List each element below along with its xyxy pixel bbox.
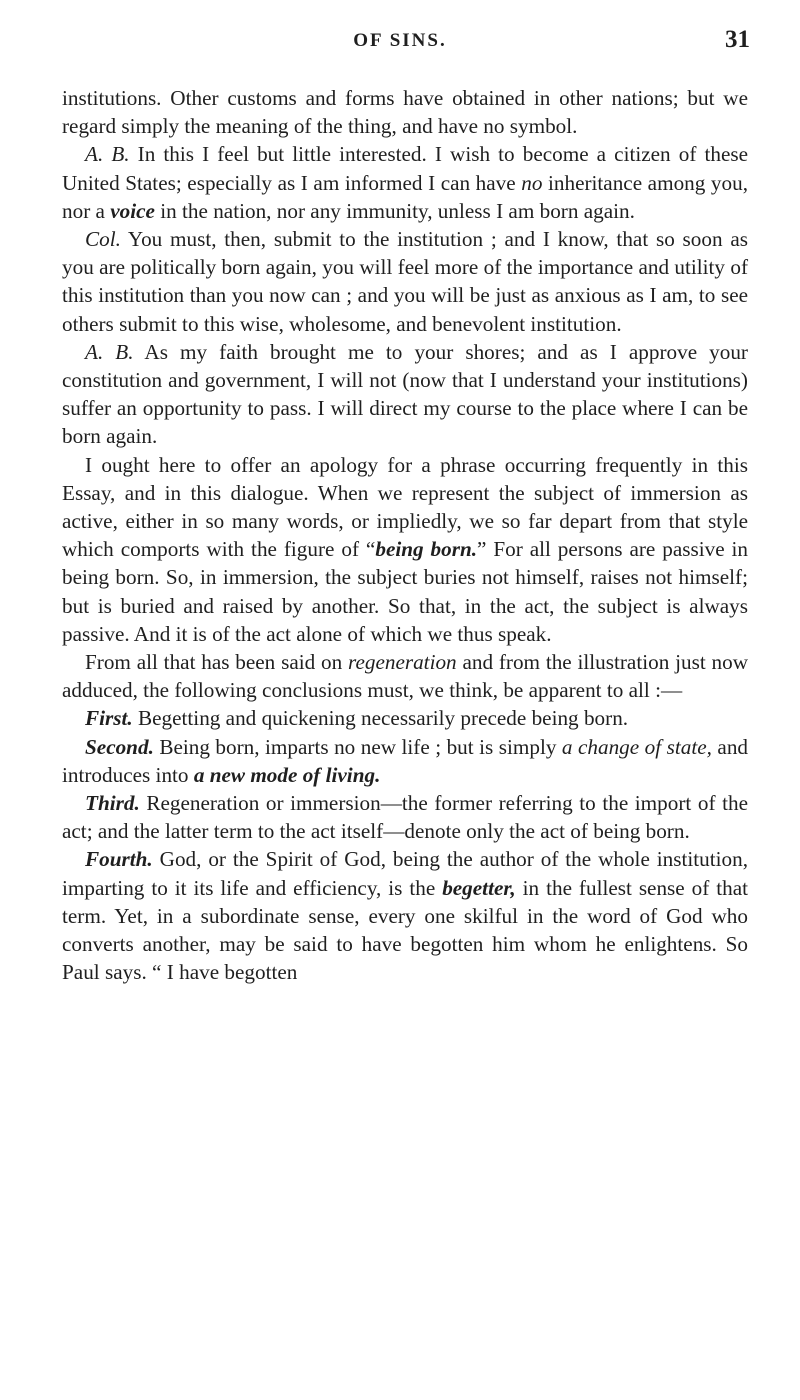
text-run: and from the illustration just now adduced, the following conclusions must, we think, be apparent to all :— [62, 650, 748, 703]
emphasis: no [521, 170, 543, 195]
body-text [62, 84, 748, 987]
text-run: Being born, imparts no new life ; but is simply [153, 734, 562, 759]
text-run: In this I feel but little interested. I wish to become a citizen of these United States; especially as I am informed I can have [62, 142, 748, 195]
text-run: I ought here to offer an apology for a phrase occurring frequently in this Essay, and in this dialogue. When we represent the subject of immersion as active, either in so many words, or impliedly, we so far depart from that style which comports with the figure of “ [62, 452, 748, 562]
dialogue-paragraph [62, 225, 748, 338]
speaker-label: A. B. [85, 142, 130, 167]
text-run: God, or the Spirit of God, being the author of the whole institution, imparting to it its life and efficiency, is the [62, 847, 748, 900]
text-run: ” For all persons are passive in being born. So, in immersion, the subject buries not himself, raises not himself; but is buried and raised by another. So that, in the act, the subject is always passive. And it is of the act alone of which we thus speak. [62, 537, 749, 646]
dialogue-paragraph [62, 140, 748, 225]
conclusion-heading: Fourth. [85, 847, 153, 872]
text-run: and introduces into [62, 734, 749, 787]
speaker-label: Col. [85, 227, 121, 252]
text-run: in the fullest sense of that term. Yet, in a subordinate sense, every one skilful in the word of God who converts another, may be said to have begotten him whom he enlightens. So Paul says. “ I have begotten [62, 875, 749, 985]
text-run: You must, then, submit to the institution ; and I know, that so soon as you are politically born again, you will feel more of the importance and utility of this institution than you now can ; and you will be just as anxious as I am, to see others submit to this wise, wholesome, and benevolent institution. [62, 227, 748, 336]
emphasis: voice [110, 198, 155, 223]
conclusion-heading: Third. [85, 791, 140, 816]
running-head [0, 26, 800, 64]
text-run: institutions. Other customs and forms have obtained in other nations; but we regard simply the meaning of the thing, and have no symbol. [62, 86, 748, 139]
text-run: inheritance among you, nor a [62, 170, 748, 223]
text-run: Regeneration or immersion—the former referring to the import of the act; and the latter term to the act itself—denote only the act of being born. [62, 791, 748, 844]
speaker-label: A. B. [85, 339, 134, 364]
conclusion-heading: First. [85, 706, 133, 731]
conclusion-paragraph [62, 789, 748, 845]
text-run: From all that has been said on [85, 650, 348, 675]
paragraph [62, 648, 748, 704]
emphasis: regeneration [347, 650, 457, 675]
conclusion-paragraph [62, 845, 748, 986]
conclusion-paragraph [62, 733, 748, 789]
conclusion-heading: Second. [85, 734, 154, 759]
paragraph [62, 451, 748, 648]
emphasis: being born. [375, 537, 478, 562]
emphasis: begetter, [442, 875, 516, 900]
page-number: 31 [725, 26, 750, 53]
text-run: Begetting and quickening necessarily precede being born. [132, 706, 629, 731]
dialogue-paragraph [62, 338, 748, 451]
text-run: As my faith brought me to your shores; and as I approve your constitution and government, I will not (now that I understand your institutions) suffer an opportunity to pass. I will direct my course to the place where I can be born again. [62, 339, 748, 449]
paragraph [62, 84, 748, 140]
conclusion-paragraph [62, 704, 748, 732]
emphasis: a new mode of living. [193, 762, 381, 787]
emphasis: a change of state, [561, 734, 712, 759]
running-title: OF SINS. [353, 30, 447, 51]
text-run: in the nation, nor any immunity, unless I am born again. [154, 198, 635, 223]
